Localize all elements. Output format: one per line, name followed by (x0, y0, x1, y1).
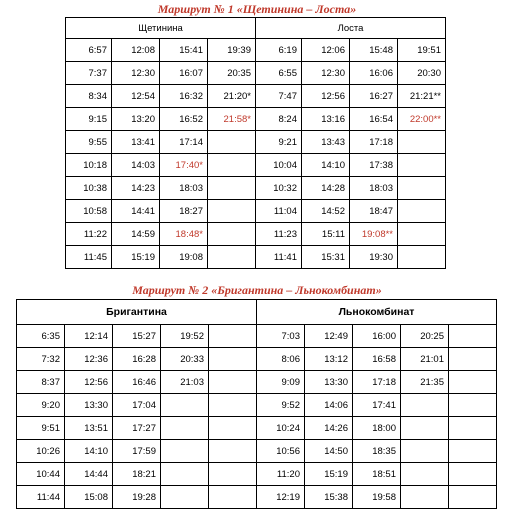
time-cell: 20:33 (161, 348, 209, 371)
table-row (66, 246, 446, 269)
time-cell: 15:08 (65, 486, 113, 509)
time-cell: 12:19 (257, 486, 305, 509)
time-cell: 15:31 (302, 246, 350, 269)
time-cell: 13:20 (112, 108, 160, 131)
time-cell: 11:20 (257, 463, 305, 486)
time-cell: 15:38 (305, 486, 353, 509)
time-cell: 9:20 (17, 394, 65, 417)
time-cell (161, 417, 209, 440)
time-cell: 12:08 (112, 39, 160, 62)
time-cell: 18:51 (353, 463, 401, 486)
route2-timetable (16, 299, 497, 509)
time-cell: 14:44 (65, 463, 113, 486)
table-row (66, 200, 446, 223)
time-cell: 19:08 (160, 246, 208, 269)
time-cell: 15:19 (112, 246, 160, 269)
time-cell: 13:12 (305, 348, 353, 371)
time-cell: 8:37 (17, 371, 65, 394)
time-cell: 21:20* (208, 85, 256, 108)
time-cell: 10:44 (17, 463, 65, 486)
table-row (66, 85, 446, 108)
empty-cell (209, 371, 257, 394)
time-cell: 9:55 (66, 131, 112, 154)
time-cell: 10:18 (66, 154, 112, 177)
time-cell (161, 440, 209, 463)
time-cell: 20:30 (398, 62, 446, 85)
time-cell: 17:04 (113, 394, 161, 417)
time-cell: 15:27 (113, 325, 161, 348)
time-cell: 19:08** (350, 223, 398, 246)
time-cell: 7:47 (256, 85, 302, 108)
time-cell: 14:03 (112, 154, 160, 177)
empty-cell (449, 486, 497, 509)
table-row (17, 417, 497, 440)
table-row (17, 486, 497, 509)
time-cell (398, 177, 446, 200)
time-cell: 21:03 (161, 371, 209, 394)
time-cell: 8:06 (257, 348, 305, 371)
table-row (17, 463, 497, 486)
time-cell: 14:06 (305, 394, 353, 417)
time-cell: 11:45 (66, 246, 112, 269)
time-cell: 19:39 (208, 39, 256, 62)
time-cell (398, 246, 446, 269)
time-cell: 17:38 (350, 154, 398, 177)
time-cell: 15:41 (160, 39, 208, 62)
time-cell: 6:19 (256, 39, 302, 62)
time-cell: 8:24 (256, 108, 302, 131)
empty-cell (209, 394, 257, 417)
time-cell (208, 131, 256, 154)
time-cell: 10:24 (257, 417, 305, 440)
table-row (17, 325, 497, 348)
time-cell: 18:03 (350, 177, 398, 200)
time-cell: 16:54 (350, 108, 398, 131)
time-cell: 7:32 (17, 348, 65, 371)
time-cell (208, 246, 256, 269)
route1-left-header: Щетинина (66, 18, 256, 39)
time-cell (398, 131, 446, 154)
empty-cell (449, 325, 497, 348)
time-cell: 16:28 (113, 348, 161, 371)
table-row (66, 177, 446, 200)
empty-cell (449, 463, 497, 486)
time-cell: 16:46 (113, 371, 161, 394)
time-cell: 21:58* (208, 108, 256, 131)
time-cell: 18:47 (350, 200, 398, 223)
time-cell: 16:32 (160, 85, 208, 108)
time-cell: 13:16 (302, 108, 350, 131)
time-cell: 21:01 (401, 348, 449, 371)
time-cell: 18:27 (160, 200, 208, 223)
time-cell: 11:04 (256, 200, 302, 223)
time-cell: 19:51 (398, 39, 446, 62)
empty-cell (209, 440, 257, 463)
time-cell (398, 154, 446, 177)
time-cell: 9:21 (256, 131, 302, 154)
time-cell: 6:57 (66, 39, 112, 62)
time-cell: 10:38 (66, 177, 112, 200)
table-row (66, 39, 446, 62)
time-cell: 15:11 (302, 223, 350, 246)
time-cell: 16:06 (350, 62, 398, 85)
time-cell: 13:41 (112, 131, 160, 154)
time-cell: 14:23 (112, 177, 160, 200)
empty-cell (449, 348, 497, 371)
time-cell: 9:09 (257, 371, 305, 394)
time-cell (161, 394, 209, 417)
empty-cell (209, 486, 257, 509)
time-cell: 14:59 (112, 223, 160, 246)
time-cell: 19:58 (353, 486, 401, 509)
empty-cell (449, 417, 497, 440)
time-cell (208, 223, 256, 246)
time-cell: 6:35 (17, 325, 65, 348)
time-cell: 19:52 (161, 325, 209, 348)
empty-cell (209, 348, 257, 371)
time-cell: 12:36 (65, 348, 113, 371)
time-cell: 9:51 (17, 417, 65, 440)
route1-timetable (65, 17, 446, 269)
route2-right-header: Льнокомбинат (257, 300, 497, 325)
time-cell: 18:21 (113, 463, 161, 486)
time-cell: 17:27 (113, 417, 161, 440)
time-cell: 7:37 (66, 62, 112, 85)
time-cell: 14:52 (302, 200, 350, 223)
time-cell (161, 463, 209, 486)
time-cell: 16:27 (350, 85, 398, 108)
empty-cell (209, 417, 257, 440)
time-cell: 8:34 (66, 85, 112, 108)
empty-cell (209, 325, 257, 348)
time-cell: 14:28 (302, 177, 350, 200)
time-cell: 17:40* (160, 154, 208, 177)
table-row (17, 440, 497, 463)
time-cell: 10:58 (66, 200, 112, 223)
time-cell: 12:06 (302, 39, 350, 62)
table-row (17, 371, 497, 394)
time-cell: 14:10 (65, 440, 113, 463)
time-cell: 14:26 (305, 417, 353, 440)
table-row (66, 154, 446, 177)
time-cell (401, 463, 449, 486)
time-cell: 14:10 (302, 154, 350, 177)
time-cell: 17:14 (160, 131, 208, 154)
time-cell: 12:54 (112, 85, 160, 108)
time-cell: 21:35 (401, 371, 449, 394)
time-cell: 10:56 (257, 440, 305, 463)
time-cell: 15:48 (350, 39, 398, 62)
time-cell: 17:18 (353, 371, 401, 394)
time-cell: 17:18 (350, 131, 398, 154)
time-cell: 13:51 (65, 417, 113, 440)
time-cell: 7:03 (257, 325, 305, 348)
time-cell: 16:07 (160, 62, 208, 85)
time-cell: 10:26 (17, 440, 65, 463)
time-cell: 20:35 (208, 62, 256, 85)
time-cell: 18:00 (353, 417, 401, 440)
time-cell: 18:48* (160, 223, 208, 246)
time-cell: 20:25 (401, 325, 449, 348)
table-row (66, 223, 446, 246)
time-cell: 11:41 (256, 246, 302, 269)
time-cell: 10:04 (256, 154, 302, 177)
time-cell: 14:50 (305, 440, 353, 463)
table-row (66, 131, 446, 154)
time-cell (398, 200, 446, 223)
time-cell: 12:30 (302, 62, 350, 85)
time-cell: 9:15 (66, 108, 112, 131)
time-cell: 18:03 (160, 177, 208, 200)
empty-cell (449, 394, 497, 417)
empty-cell (449, 440, 497, 463)
time-cell: 19:28 (113, 486, 161, 509)
time-cell: 18:35 (353, 440, 401, 463)
time-cell (208, 154, 256, 177)
time-cell (208, 200, 256, 223)
time-cell: 12:49 (305, 325, 353, 348)
time-cell: 11:22 (66, 223, 112, 246)
time-cell (161, 486, 209, 509)
time-cell: 11:44 (17, 486, 65, 509)
table-row (17, 394, 497, 417)
time-cell: 16:58 (353, 348, 401, 371)
time-cell: 12:56 (65, 371, 113, 394)
time-cell: 16:52 (160, 108, 208, 131)
time-cell: 15:19 (305, 463, 353, 486)
time-cell: 19:30 (350, 246, 398, 269)
time-cell: 17:59 (113, 440, 161, 463)
time-cell (401, 440, 449, 463)
time-cell: 13:30 (305, 371, 353, 394)
time-cell (208, 177, 256, 200)
time-cell: 12:14 (65, 325, 113, 348)
table-row (66, 62, 446, 85)
time-cell: 11:23 (256, 223, 302, 246)
time-cell (401, 417, 449, 440)
time-cell: 12:30 (112, 62, 160, 85)
table-row (17, 348, 497, 371)
time-cell: 16:00 (353, 325, 401, 348)
time-cell: 17:41 (353, 394, 401, 417)
time-cell (401, 486, 449, 509)
time-cell: 21:21** (398, 85, 446, 108)
time-cell: 10:32 (256, 177, 302, 200)
empty-cell (209, 463, 257, 486)
route2-title: Маршрут № 2 «Бригантина – Льнокомбинат» (132, 283, 382, 297)
time-cell: 13:43 (302, 131, 350, 154)
table-row (66, 108, 446, 131)
time-cell: 13:30 (65, 394, 113, 417)
route1-right-header: Лоста (256, 18, 446, 39)
route1-title: Маршрут № 1 «Щетинина – Лоста» (157, 2, 357, 16)
time-cell: 22:00** (398, 108, 446, 131)
time-cell (401, 394, 449, 417)
empty-cell (449, 371, 497, 394)
time-cell: 12:56 (302, 85, 350, 108)
time-cell: 14:41 (112, 200, 160, 223)
time-cell (398, 223, 446, 246)
time-cell: 6:55 (256, 62, 302, 85)
route2-left-header: Бригантина (17, 300, 257, 325)
time-cell: 9:52 (257, 394, 305, 417)
